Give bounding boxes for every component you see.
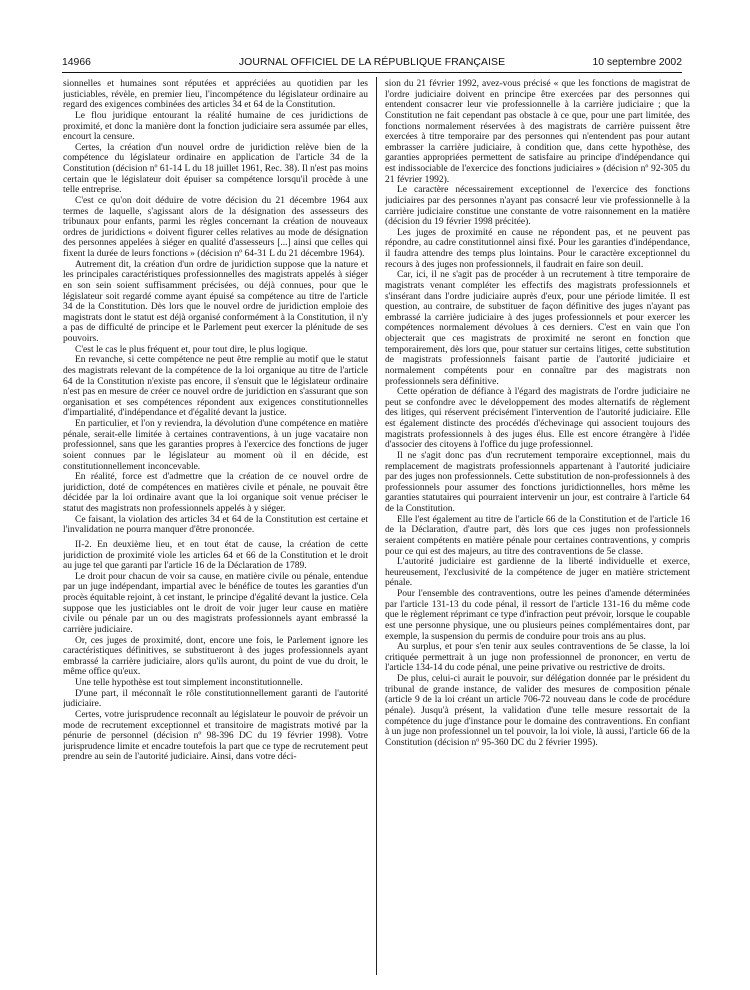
paragraph: Il ne s'agit donc pas d'un recrutement temporaire exceptionnel, mais du remplacement de magistrats professionnels appartenant à l'autorité judiciaire par des juges non professionnels. Cette substitution de non-professionnels à des professionnels pour assumer des fonctions juridictionnelles, hors même les garanties statutaires qui pourraient intervenir un jour, est contraire à l'article 64 de la Constitution.: [385, 450, 690, 514]
paragraph: Les juges de proximité en cause ne répondent pas, et ne peuvent pas répondre, au cadre constitutionnel ainsi fixé. Pour les garanties d'indépendance, il faudra attendre des temps plus lointains. Pour le caractère exceptionnel du recours à des juges non professionnels, il faudrait en faire son deuil.: [385, 227, 690, 270]
paragraph: Le droit pour chacun de voir sa cause, en matière civile ou pénale, entendue par un juge indépendant, impartial avec le bénéfice de toutes les garanties d'un procès équitable rejoint, à cet instant, le principe d'égalité devant la justice. Cela suppose que les justiciables ont le droit de voir juger leur cause en matière civile ou pénale par un ou des magistrats professionnels ayant embrassé la carrière judiciaire.: [63, 571, 368, 635]
paragraph: Ce faisant, la violation des articles 34 et 64 de la Constitution est certaine et l'invalidation ne pourra manquer d'être prononcée.: [63, 514, 368, 536]
paragraph: C'est le cas le plus fréquent et, pour tout dire, le plus logique.: [75, 344, 308, 355]
paragraph: En revanche, si cette compétence ne peut être remplie au motif que le statut des magistrats relevant de la compétence de la loi organique au titre de l'article 64 de la Constitution n'existe pas encore, il s'ensuit que le législateur ordinaire n'est pas en mesure de créer ce nouvel ordre de juridiction en s'assurant que son organisation et ses compétences répondent aux exigences constitutionnelles d'impartialité, d'indépendance et d'égalité devant la justice.: [63, 355, 368, 419]
paragraph: Elle l'est également au titre de l'article 66 de la Constitution et de l'article 16 de la Déclaration, d'autre part, dès lors que ces juges non professionnels seraient compétents en matière pénale pour certaines contraventions, y compris pour ce qui est des majeurs, au titre des contraventions de 5e classe.: [385, 514, 690, 557]
paragraph: sion du 21 février 1992, avez-vous précisé « que les fonctions de magistrat de l'ordre judiciaire doivent en principe être exercées par des personnes qui entendent consacrer leur vie professionnelle à la carrière judiciaire ; que la Constitution ne fait cependant pas obstacle à ce que, pour une part limitée, des fonctions normalement réservées à des magistrats de carrière puissent être exercées à titre temporaire par des personnes qui n'entendent pas pour autant embrasser la carrière judiciaire, à condition que, dans cette hypothèse, des garanties appropriées permettent de satisfaire au principe d'indépendance qui est indissociable de l'exercice des fonctions judiciaires » (décision nº 92-305 du 21 février 1992).: [385, 79, 690, 185]
paragraph: Une telle hypothèse est tout simplement inconstitutionnelle.: [75, 678, 303, 688]
paragraph: Certes, votre jurisprudence reconnaît au législateur le pouvoir de prévoir un mode de recrutement exceptionnel et transitoire de magistrats motivé par la pénurie de personnel (décision nº 98-396 DC du 19 février 1998). Votre jurisprudence limite et encadre toutefois la part que ce type de recrutement peut prendre au sein de l'autorité judiciaire. Ainsi, dans votre déci-: [63, 709, 368, 763]
column-divider: [376, 77, 377, 975]
paragraph: C'est ce qu'on doit déduire de votre décision du 21 décembre 1964 aux termes de laquelle, s'agissant alors de la désignation des assesseurs des tribunaux pour enfants, parmi les règles concernant la création de nouveaux ordres de juridictions « doivent figurer celles relatives au mode de désignation des personnes appelées à siéger en qualité d'assesseurs [...] ainsi que celles qui fixent la durée de leurs fonctions » (décision nº 64-31 L du 21 décembre 1964).: [63, 195, 368, 259]
paragraph: Certes, la création d'un nouvel ordre de juridiction relève bien de la compétence du législateur ordinaire en application de l'article 34 de la Constitution (décision nº 61-14 L du 18 juillet 1961, Rec. 38). Il n'est pas moins certain que le législateur doit épuiser sa compétence lorsqu'il procède à une telle entreprise.: [63, 142, 368, 196]
paragraph: Pour l'ensemble des contraventions, outre les peines d'amende déterminées par l'article 131-13 du code pénal, il ressort de l'article 131-16 du même code que le règlement réprimant ce type d'infraction peut prévoir, lorsque le coupable est une personne physique, une ou plusieurs peines complémentaires dont, par exemple, la suspension du permis de conduire pour trois ans au plus.: [385, 589, 690, 642]
paragraph: En particulier, et l'on y reviendra, la dévolution d'une compétence en matière pénale, serait-elle limitée à certaines contraventions, à un juge vacataire non professionnel, sans que les garanties propres à l'exercice des fonctions de juger soient connues par le législateur au moment où il en décide, est constitutionnellement inconcevable.: [63, 419, 368, 472]
paragraph: Le caractère nécessairement exceptionnel de l'exercice des fonctions judiciaires par des personnes n'ayant pas consacré leur vie professionnelle à la carrière judiciaire constitue une constante de votre raisonnement en la matière (décision du 19 février 1998 précitée).: [385, 185, 690, 228]
journal-title: JOURNAL OFFICIEL DE LA RÉPUBLIQUE FRANÇAISE: [238, 57, 506, 68]
header-rule: [62, 72, 682, 73]
left-column: [63, 79, 368, 975]
page-number: 14966: [62, 57, 91, 68]
page-header: [62, 57, 682, 71]
paragraph: sionnelles et humaines sont réputées et appréciées au quotidien par les justiciables, révèle, en premier lieu, l'incompétence du législateur ordinaire au regard des exigences combinées des articles 34 et 64 de la Constitution.: [63, 79, 368, 111]
paragraph: De plus, celui-ci aurait le pouvoir, sur délégation donnée par le président du tribunal de grande instance, de valider des mesures de composition pénale (article 9 de la loi créant un article 706-72 nouveau dans le code de procédure pénale). Jusqu'à présent, la validation d'une telle mesure ressortait de la compétence du juge d'instance pour le domaine des contraventions. En confiant à un juge non professionnel un tel pouvoir, la loi viole, là aussi, l'article 66 de la Constitution (décision nº 95-360 DC du 2 février 1995).: [385, 674, 690, 748]
paragraph: Autrement dit, la création d'un ordre de juridiction suppose que la nature et les principales caractéristiques professionnelles des magistrats appelés à siéger en son sein soient suffisamment précisées, ou déjà connues, pour que le législateur soit regardé comme ayant épuisé sa compétence au titre de l'article 34 de la Constitution. Dès lors que le nouvel ordre de juridiction emploie des magistrats dont le statut est déjà organisé conformément à la Constitution, il n'y a pas de difficulté de principe et le Parlement peut exercer la plénitude de ses pouvoirs.: [63, 259, 368, 344]
paragraph: L'autorité judiciaire est gardienne de la liberté individuelle et exerce, heureusement, l'exclusivité de la compétence de juger en matière strictement pénale.: [385, 557, 690, 589]
paragraph: Cette opération de défiance à l'égard des magistrats de l'ordre judiciaire ne peut se confondre avec le développement des modes alternatifs de règlement des litiges, qui réservent précisément l'intervention de l'autorité judiciaire. Elle est également distincte des procédés d'échevinage qui associent toujours des magistrats professionnels à des juges élus. Elle est encore étrangère à l'idée d'associer des citoyens à l'office du juge professionnel.: [385, 387, 690, 451]
paragraph: Car, ici, il ne s'agit pas de procéder à un recrutement à titre temporaire de magistrats venant compléter les effectifs des magistrats professionnels et s'insérant dans l'ordre judiciaire auprès d'eux, pour une période limitée. Il est question, au contraire, de substituer de façon définitive des juges n'ayant pas embrassé la carrière judiciaire à des juges professionnels et pour exercer les compétences normalement dévolues à ces derniers. C'est en vain que l'on objecterait que ces magistrats de proximité ne seront en fonction que temporairement, dès lors que, pour statuer sur certains litiges, cette substitution de magistrats professionnels faisant partie de l'autorité judiciaire et normalement compétents pour en connaître par des magistrats non professionnels sera définitive.: [385, 270, 690, 387]
paragraph: Au surplus, et pour s'en tenir aux seules contraventions de 5e classe, la loi critiquée permettrait à un juge non professionnel de prononcer, en vertu de l'article 134-14 du code pénal, une peine privative ou restrictive de droits.: [385, 642, 690, 674]
issue-date: 10 septembre 2002: [592, 57, 682, 68]
paragraph: En réalité, force est d'admettre que la création de ce nouvel ordre de juridiction, doté de compétences en matières civile et pénale, ne pouvait être décidée par la loi ordinaire avant que la loi organique soit venue préciser le statut des magistrats non professionnels appelés à y siéger.: [63, 472, 368, 514]
right-column: [385, 79, 690, 975]
paragraph: Or, ces juges de proximité, dont, encore une fois, le Parlement ignore les caractéristiques définitives, se substitueront à des juges professionnels ayant embrassé la carrière judiciaire, alors qu'ils auront, du point de vue du droit, le même office qu'eux.: [63, 635, 368, 678]
section-heading-paragraph: II-2. En deuxième lieu, et en tout état de cause, la création de cette juridiction de proximité viole les articles 64 et 66 de la Constitution et le droit au juge tel que garanti par l'article 16 de la Déclaration de 1789.: [63, 539, 368, 572]
paragraph: D'une part, il méconnaît le rôle constitutionnellement garanti de l'autorité judiciaire.: [63, 688, 368, 710]
paragraph: Le flou juridique entourant la réalité humaine de ces juridictions de proximité, et donc la manière dont la fonction judiciaire sera assumée par elles, encourt la censure.: [63, 110, 368, 143]
